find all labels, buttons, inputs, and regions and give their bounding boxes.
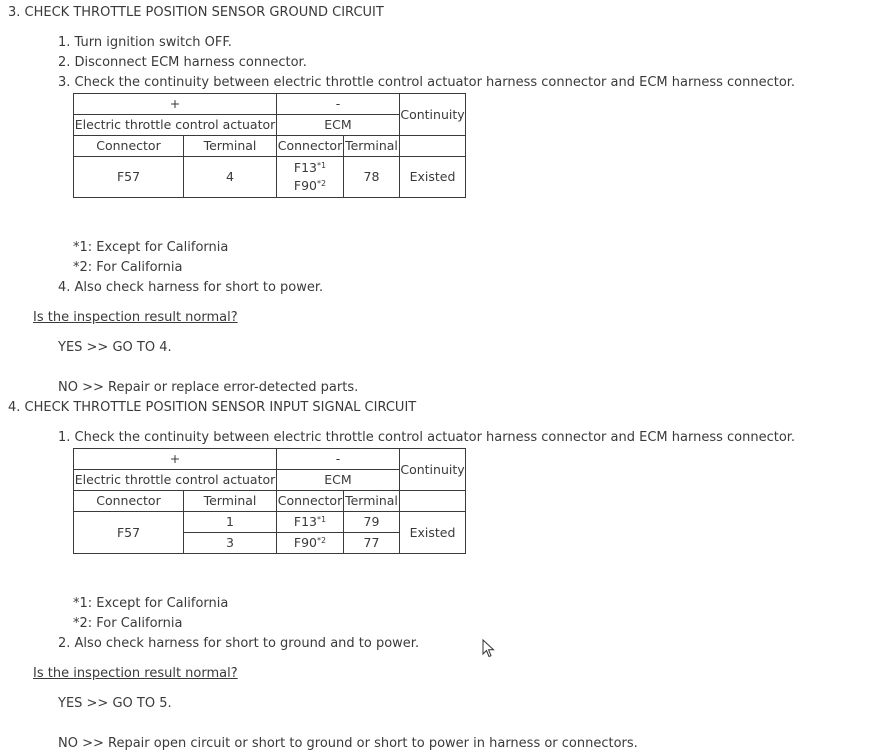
connector-col-header: Connector (277, 136, 344, 157)
continuity-table-3 (73, 93, 466, 198)
ecm-terminal-cell: 77 (344, 533, 400, 554)
connector-col-header: Connector (277, 491, 344, 512)
footnote: *2: For California (73, 260, 183, 275)
continuity-spacer (400, 491, 466, 512)
ecm-header: ECM (277, 115, 400, 136)
continuity-table-4 (73, 448, 466, 554)
step-item: 4. Also check harness for short to power. (58, 280, 324, 295)
continuity-header: Continuity (400, 449, 466, 491)
no-result: NO >> Repair open circuit or short to ground or short to power in harness or connectors. (58, 736, 638, 751)
inspection-question: Is the inspection result normal? (33, 666, 238, 681)
continuity-header: Continuity (400, 94, 466, 136)
mouse-cursor-icon (482, 639, 496, 659)
step-item: 1. Check the continuity between electric throttle control actuator harness connector and ECM harness connector. (58, 430, 796, 445)
terminal-cell: 3 (184, 533, 277, 554)
note-ref-1: *1 (317, 161, 327, 170)
plus-header: + (74, 449, 277, 470)
note-ref: *2 (317, 536, 327, 545)
terminal-cell: 4 (184, 157, 277, 198)
footnote: *1: Except for California (73, 240, 229, 255)
continuity-spacer (400, 136, 466, 157)
ecm-connector-cell (277, 157, 344, 198)
terminal-col-header: Terminal (344, 136, 400, 157)
step-item: 2. Disconnect ECM harness connector. (58, 55, 307, 70)
yes-result: YES >> GO TO 4. (58, 340, 172, 355)
yes-result: YES >> GO TO 5. (58, 696, 172, 711)
step-item: 2. Also check harness for short to ground and to power. (58, 636, 420, 651)
section-3-heading: 3. CHECK THROTTLE POSITION SENSOR GROUND CIRCUIT (8, 5, 384, 20)
terminal-col-header: Terminal (344, 491, 400, 512)
terminal-col-header: Terminal (184, 491, 277, 512)
step-item: 3. Check the continuity between electric throttle control actuator harness connector and ECM harness connector. (58, 75, 796, 90)
ecm-header: ECM (277, 470, 400, 491)
ecm-terminal-cell: 78 (344, 157, 400, 198)
ecm-connector-cell (277, 512, 344, 533)
inspection-question: Is the inspection result normal? (33, 310, 238, 325)
ecm-connector-2: F90 (293, 178, 317, 193)
connector-col-header: Connector (74, 136, 184, 157)
connector-cell: F57 (74, 157, 184, 198)
step-item: 1. Turn ignition switch OFF. (58, 35, 232, 50)
ecm-connector: F13 (293, 514, 317, 529)
terminal-cell: 1 (184, 512, 277, 533)
ecm-terminal-cell: 79 (344, 512, 400, 533)
result-cell: Existed (400, 157, 466, 198)
ecm-connector: F90 (293, 535, 317, 550)
actuator-header: Electric throttle control actuator (74, 470, 277, 491)
plus-header: + (74, 94, 277, 115)
ecm-connector-1: F13 (293, 160, 317, 175)
connector-col-header: Connector (74, 491, 184, 512)
section-4-heading: 4. CHECK THROTTLE POSITION SENSOR INPUT SIGNAL CIRCUIT (8, 400, 417, 415)
footnote: *2: For California (73, 616, 183, 631)
connector-cell: F57 (74, 512, 184, 554)
note-ref-2: *2 (317, 179, 327, 188)
no-result: NO >> Repair or replace error-detected parts. (58, 380, 359, 395)
result-cell: Existed (400, 512, 466, 554)
note-ref: *1 (317, 515, 327, 524)
ecm-connector-cell (277, 533, 344, 554)
actuator-header: Electric throttle control actuator (74, 115, 277, 136)
minus-header: - (277, 94, 400, 115)
terminal-col-header: Terminal (184, 136, 277, 157)
minus-header: - (277, 449, 400, 470)
footnote: *1: Except for California (73, 596, 229, 611)
